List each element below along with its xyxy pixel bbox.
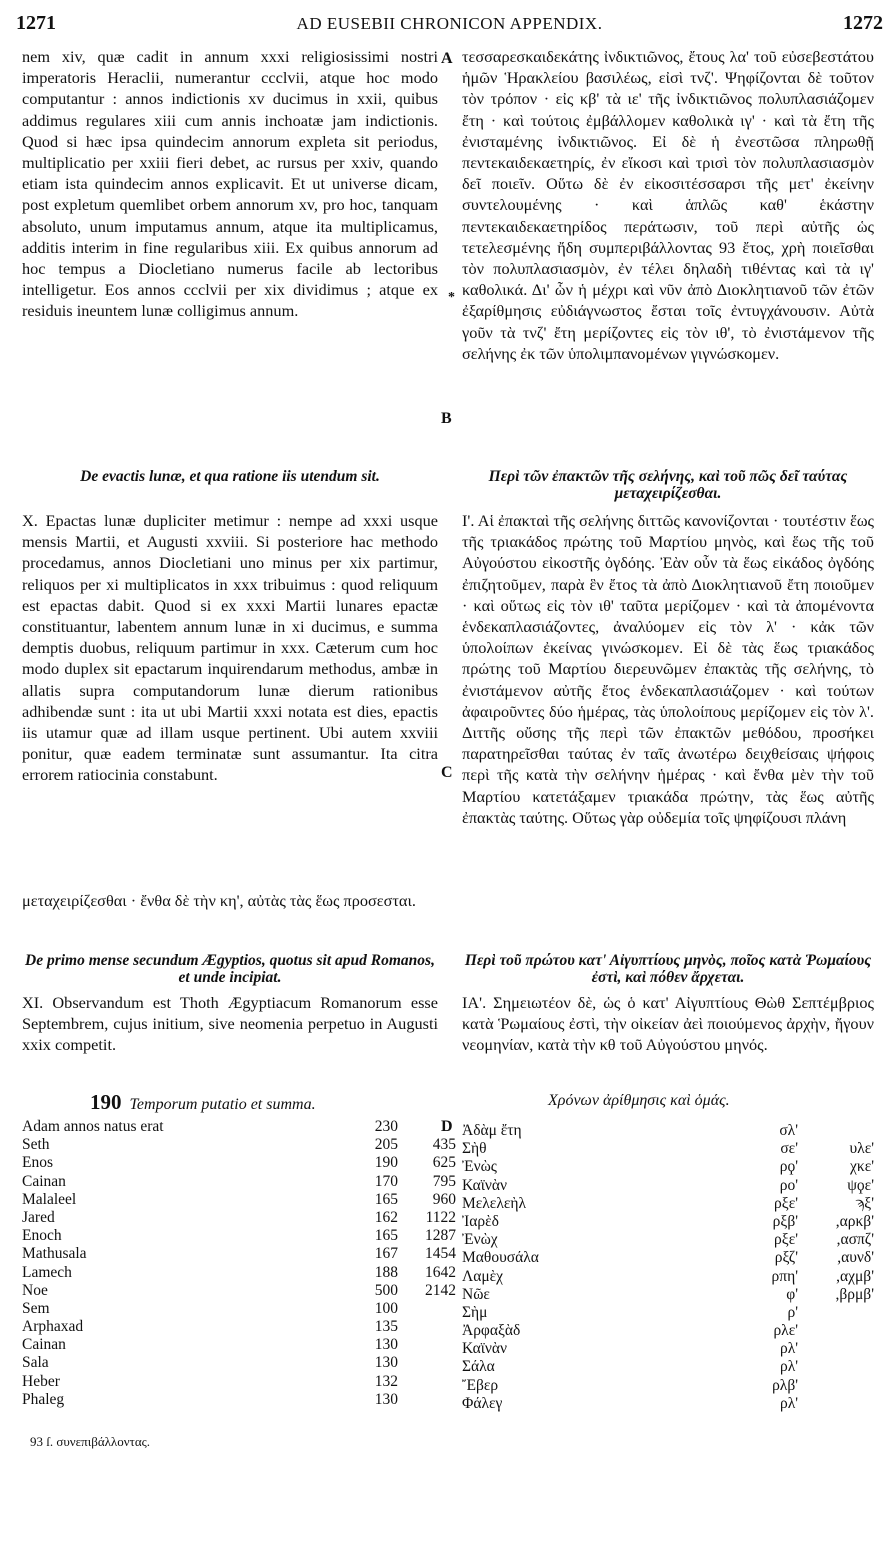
name-cell: Μελελεὴλ xyxy=(462,1194,526,1212)
sum-cell: 1122 xyxy=(425,1208,456,1226)
years-cell: ρξζ' xyxy=(774,1249,798,1267)
sum-cell: ,αυνδ' xyxy=(837,1249,874,1267)
years-cell: ρξβ' xyxy=(772,1212,798,1230)
page-header xyxy=(16,12,883,38)
greek-text-2: Ι'. Αἱ ἐπακταὶ τῆς σελήνης διττῶς κανονίζονται · τουτέστιν ἕως τῆς τριακάδος πρώτης τοῦ Μαρτίου μηνὸς, καὶ ἕως τῆς τοῦ Αὐγούστου εἰκοστῆς ὀγδόης. Ἐὰν οὖν τὰ ἕως εἰκάδος ὀγδόης ἐπιζητοῦμεν, παρὰ ἓν ἔτος τὰ ἀπὸ Διοκλητιανοῦ ἔτη ποιοῦμεν · καὶ οὕτως εἰς τὸν ιθ' ταῦτα μερίζομεν · καὶ τὰ ἀπομένοντα ἑνδεκαπλασιάζοντες, ἀναλύομεν εἰς τὸν λ' · κἀκ τῶν ὑπολοίπων ἐκείνας γινώσκομεν. Εἰ δὲ τὰς ἕως τριακάδος πρώτης τοῦ Μαρτίου διερευνῶμεν ἐπακτὰς τῆς σελήνης, τὸ ἐνιστάμενον αὐτῆς ἔτος ἑνδεκαπλασιάζομεν · καὶ τούτων ἀφαιροῦντες δύο ἡμέρας, τὰς ὑπολοίπους μερίζομεν εἰς τὸν λ'. Διττῆς οὔσης τῆς περὶ τῶν ἐπακτῶν μεθόδου, προσήκει παρατηρεῖσθαι ταύτας ἐν ταῖς ἀνωτέρω δειχθείσαις ψήφοις περὶ τῆς κατὰ τὴν σελήνην ἡμέρας · καὶ ἔνθα μὲν τὴν τοῦ Μαρτίου κατετάξαμεν τριακάδα πρώτην, τὰς ἕως αὐτῆς ἐπακτὰς ταύτης. Οὕτως γὰρ οὐδεμία τοῖς ψηφίζουσι πλάνη xyxy=(462,511,874,827)
table-row xyxy=(22,1318,452,1336)
table-row xyxy=(462,1377,882,1395)
years-cell: 130 xyxy=(374,1336,398,1354)
name-cell: Phaleg xyxy=(22,1390,65,1408)
column-number: 190 xyxy=(90,1090,122,1114)
years-cell: ρπη' xyxy=(771,1267,798,1285)
sum-cell: ,αρκβ' xyxy=(835,1212,874,1230)
margin-letter-a: A xyxy=(441,50,453,67)
years-cell: 130 xyxy=(374,1354,398,1372)
name-cell: Σὴμ xyxy=(462,1303,488,1321)
table-row xyxy=(462,1177,882,1195)
name-cell: Σὴθ xyxy=(462,1140,487,1158)
greek-paragraph-2 xyxy=(462,510,874,828)
name-cell: Νῶε xyxy=(462,1285,490,1303)
sum-cell: υλε' xyxy=(849,1140,874,1158)
greek-paragraph-3 xyxy=(462,992,874,1056)
page-number-right: 1272 xyxy=(843,12,883,34)
name-cell: Enoch xyxy=(22,1227,62,1245)
greek-table-title: Χρόνων ἀρίθμησις καὶ ὁμάς. xyxy=(548,1092,730,1109)
sum-cell: 625 xyxy=(432,1154,456,1172)
name-cell: Ἐνὼχ xyxy=(462,1231,498,1249)
sum-cell: 435 xyxy=(432,1136,456,1154)
years-cell: 190 xyxy=(374,1154,398,1172)
latin-paragraph-3 xyxy=(22,992,438,1056)
years-cell: 165 xyxy=(374,1227,398,1245)
name-cell: Ἐνὼς xyxy=(462,1158,497,1176)
table-row xyxy=(22,1190,456,1209)
years-cell: ρο' xyxy=(779,1176,798,1194)
greek-text-3: ΙΑ'. Σημειωτέον δὲ, ὡς ὁ κατ' Αἰγυπτίους Θὼθ Σεπτέμβριος κατὰ Ῥωμαίους ἐστὶ, τὴν οἰκείαν ἀεὶ ποιούμενος ἀρχὴν, ἤγουν νεομηνίαν, κατὰ τὴν κθ τοῦ Αὐγούστου μηνός. xyxy=(462,993,874,1055)
table-row xyxy=(462,1140,882,1158)
name-cell: Jared xyxy=(22,1208,55,1226)
name-cell: Seth xyxy=(22,1136,50,1154)
name-cell: Heber xyxy=(22,1372,60,1390)
sum-cell: ϡξ' xyxy=(855,1194,874,1212)
name-cell: Ἀδὰμ ἔτη xyxy=(462,1122,522,1139)
table-row xyxy=(462,1286,882,1304)
years-cell: 205 xyxy=(374,1136,398,1154)
latin-table-heading xyxy=(90,1090,316,1115)
name-cell: Malaleel xyxy=(22,1190,77,1208)
table-row xyxy=(462,1213,882,1231)
margin-asterisk: * xyxy=(448,290,455,305)
table-row xyxy=(462,1195,882,1213)
sum-cell: 795 xyxy=(432,1172,456,1190)
years-cell: 135 xyxy=(374,1318,398,1336)
name-cell: Ἔβερ xyxy=(462,1376,499,1394)
running-title: AD EUSEBII CHRONICON APPENDIX. xyxy=(296,14,603,33)
table-row xyxy=(462,1322,882,1340)
greek-continuation: μεταχειρίζεσθαι · ἔνθα δὲ τὴν κη', αὐτὰς τὰς ἕως προσεσται. xyxy=(22,891,416,910)
margin-letter-c: C xyxy=(441,764,453,781)
margin-letter-b: B xyxy=(441,410,452,427)
latin-text-2: X. Epactas lunæ dupliciter metimur : nempe ad xxxi usque mensis Martii, et Augusti xxviii. Si posteriore hac methodo procedamus, annos Diocletiani uno minus per xix partimur, reliquos per xi multiplicatos in xxx tribuimus : quod reliquum est epactas dabit. Quod si ex xxxi Martii lunares epactæ constituantur, labentem annum lunæ in xi ducimus, e summa demptis duobus, reliquum partimur in xxx. Cæterum cum hoc modo duplex sit epactarum inquirendarum methodus, ambæ in allatis supra computandorum lunæ dierum rationibus adhibendæ sunt : ita ut ubi Martii xxxi notata est dies, epactis iis utamur quæ ad illam usque pertinent. Ubi autem xxviii ponitur, quæ eadem terminatæ sunt assumantur. Ita citra errorem ratiocinia constabunt. xyxy=(22,511,438,785)
name-cell: Cainan xyxy=(22,1172,66,1190)
table-row xyxy=(22,1172,456,1191)
sum-cell: ,βρμβ' xyxy=(835,1285,874,1303)
name-cell: Cainan xyxy=(22,1336,66,1354)
name-cell: Adam annos natus erat xyxy=(22,1118,164,1135)
table-row xyxy=(22,1281,456,1300)
years-cell: 162 xyxy=(374,1208,398,1226)
years-cell: ρλε' xyxy=(773,1322,798,1340)
table-row xyxy=(22,1354,452,1372)
years-cell: 167 xyxy=(374,1245,398,1263)
years-cell: 500 xyxy=(374,1281,398,1299)
table-row xyxy=(22,1154,456,1172)
years-cell: 132 xyxy=(374,1372,398,1390)
latin-heading-epacts: De evactis lunæ, et qua ratione iis utendum sit. xyxy=(80,468,380,485)
years-cell: 188 xyxy=(374,1263,398,1281)
sum-cell: 1642 xyxy=(425,1263,456,1281)
name-cell: Φάλεγ xyxy=(462,1394,503,1412)
years-cell: ρξε' xyxy=(774,1231,798,1249)
page-number-left: 1271 xyxy=(16,12,56,34)
years-cell: 165 xyxy=(374,1190,398,1208)
table-row xyxy=(22,1373,452,1391)
sum-cell: 960 xyxy=(432,1190,456,1208)
sum-cell: ,αχμβ' xyxy=(836,1267,874,1285)
name-cell: Λαμὲχ xyxy=(462,1267,504,1285)
years-cell: ρλβ' xyxy=(772,1376,798,1394)
latin-paragraph-1 xyxy=(22,46,438,322)
latin-table-title: Temporum putatio et summa. xyxy=(129,1096,316,1113)
table-row xyxy=(462,1340,882,1358)
table-row xyxy=(462,1395,882,1413)
years-cell: ρλ' xyxy=(779,1358,798,1376)
table-row xyxy=(22,1227,456,1245)
years-cell: ρϙ' xyxy=(779,1158,798,1176)
margin-letter-d: D xyxy=(441,1118,453,1135)
name-cell: Ἀρφαξὰδ xyxy=(462,1322,521,1340)
years-cell: 170 xyxy=(374,1172,398,1190)
latin-heading-thoth: De primo mense secundum Ægyptios, quotus sit apud Romanos, et unde incipiat. xyxy=(25,952,435,986)
greek-chronology-table xyxy=(462,1122,882,1413)
table-row xyxy=(22,1136,456,1154)
years-cell: φ' xyxy=(786,1285,798,1303)
latin-text-1: nem xiv, quæ cadit in annum xxxi religiosissimi nostri imperatoris Heraclii, numerantur ccclvii, atque hoc modo computantur : annos indictionis xv ducimus in xxii, quibus addimus regulares xiii cum annis inchoatæ jam indictionis. Quod si hæc ipsa quindecim annorum expleta sit periodus, multiplicatio per xxiii fieri debet, ac rursus per xxiv, quando etiam ista quindecim annos explicavit. Et ut universe dicam, post expletum quemlibet orbem annorum xv, pro hoc, tanquam absoluto, unum imputamus annum, atque ita multiplicamus, additis interim in fine regularibus xiii. Ex quibus annorum ad hoc tempus a Diocletiano numerus facile ab lectoribus intelligetur. Eos annos ccclvii per xix dividimus ; atque ex residuis ineuntem lunæ colligimus annum. xyxy=(22,47,438,321)
years-cell: ρλ' xyxy=(779,1340,798,1358)
sum-cell: ,ασπζ' xyxy=(836,1231,874,1249)
greek-text-1: τεσσαρεσκαιδεκάτης ἰνδικτιῶνος, ἔτους λα' τοῦ εὐσεβεστάτου ἡμῶν Ἡρακλείου βασιλέως, εἰσὶ τνζ'. Ψηφίζονται δὲ τοῦτον τὸν τρόπον · εἰς κβ' τὰ ιε' τῆς ἰνδικτιῶνος πολυπλασιάζομεν ἔτη · καὶ τούτοις ἐμβάλλομεν καθολικὰ ιγ' · καὶ τὰ ἔτη τῆς ἐνισταμένης ἰνδικτιῶνος. Εἰ δὲ ἡ ἐνεστῶσα πληρωθῇ πεντεκαιδεκαετηρίς, ἐν εἴκοσι καὶ τρισὶ τὸν πολυπλασιασμὸν δεῖ ποιεῖν. Οὕτω δὲ ἐν εἰκοσιτέσσαρσι τῆς μετ' ἐκείνην συντελουμένης · καὶ ἁπλῶς καθ' ἑκάστην πεντεκαιδεκαετηρίδος περάτωσιν, τοῦ περὶ αὐτῆς ὡς τετελεσμένης ἤδη συμπεριβάλλοντας 93 ἔτος, χρὴ ποιεῖσθαι τὸν πολυπλασιασμὸν, ἐν τέλει δηλαδὴ τιθέντας καὶ τὰ ιγ' καθολικά. Δι' ὧν ἡ μέχρι καὶ νῦν ἀπὸ Διοκλητιανοῦ τῶν ἐτῶν ἐξαρίθμησις εὐδιάγνωστος ἔσται τοῖς ἐντυγχάνουσιν. Αὐτὰ γοῦν τὰ τνζ' ἔτη μερίζοντες εἰς τὸν ιθ', τὸ ἐνιστάμενον τῆς σελήνης ἐκ τῶν ὑπολιμπανομένων γιγνώσκομεν. xyxy=(462,47,874,363)
latin-chronology-table xyxy=(22,1118,456,1409)
sum-cell: 1454 xyxy=(425,1245,456,1263)
table-row xyxy=(462,1304,882,1322)
name-cell: Lamech xyxy=(22,1263,72,1281)
name-cell: Sem xyxy=(22,1299,50,1317)
latin-paragraph-2 xyxy=(22,510,438,786)
sum-cell: 1287 xyxy=(425,1227,456,1245)
table-row xyxy=(462,1158,882,1176)
years-cell: 100 xyxy=(374,1299,398,1317)
table-row xyxy=(22,1300,452,1318)
sum-cell: ψϙε' xyxy=(847,1176,874,1194)
years-cell: 230 xyxy=(374,1118,398,1135)
name-cell: Σάλα xyxy=(462,1358,495,1376)
years-cell: ρλ' xyxy=(779,1394,798,1412)
years-cell: σλ' xyxy=(779,1122,798,1139)
name-cell: Mathusala xyxy=(22,1245,87,1263)
table-row xyxy=(462,1231,882,1249)
name-cell: Καϊνὰν xyxy=(462,1176,508,1194)
name-cell: Μαθουσάλα xyxy=(462,1249,539,1267)
table-row xyxy=(22,1208,456,1227)
name-cell: Enos xyxy=(22,1154,53,1172)
table-row xyxy=(462,1358,882,1376)
table-row xyxy=(22,1263,456,1282)
name-cell: Καϊνὰν xyxy=(462,1340,508,1358)
years-cell: 130 xyxy=(374,1390,398,1408)
years-cell: ρξε' xyxy=(774,1194,798,1212)
table-row xyxy=(462,1122,882,1140)
footnote: 93 ſ. συνεπιβάλλοντας. xyxy=(30,1434,151,1449)
name-cell: Noe xyxy=(22,1281,48,1299)
years-cell: ρ' xyxy=(787,1303,798,1321)
table-row xyxy=(462,1268,882,1286)
sum-cell: χκε' xyxy=(850,1158,874,1176)
name-cell: Ἰαρὲδ xyxy=(462,1212,499,1230)
sum-cell: 2142 xyxy=(425,1281,456,1299)
table-row xyxy=(22,1391,452,1409)
name-cell: Arphaxad xyxy=(22,1318,84,1336)
table-row xyxy=(22,1245,456,1263)
name-cell: Sala xyxy=(22,1354,49,1372)
greek-heading-epacts: Περὶ τῶν ἐπακτῶν τῆς σελήνης, καὶ τοῦ πῶς δεῖ ταύτας μεταχειρίζεσθαι. xyxy=(488,468,848,502)
table-row xyxy=(22,1336,452,1354)
years-cell: σε' xyxy=(780,1140,798,1158)
table-row xyxy=(22,1118,452,1136)
latin-text-3: XI. Observandum est Thoth Ægyptiacum Romanorum esse Septembrem, cujus initium, sive neomenia perpetuo in Augusti xxix competit. xyxy=(22,993,438,1055)
greek-paragraph-1 xyxy=(462,46,874,364)
table-row xyxy=(462,1249,882,1267)
greek-heading-thoth: Περὶ τοῦ πρώτου κατ' Αἰγυπτίους μηνὸς, ποῖος κατὰ Ῥωμαίους ἐστὶ, καὶ πόθεν ἄρχεται. xyxy=(464,952,872,986)
